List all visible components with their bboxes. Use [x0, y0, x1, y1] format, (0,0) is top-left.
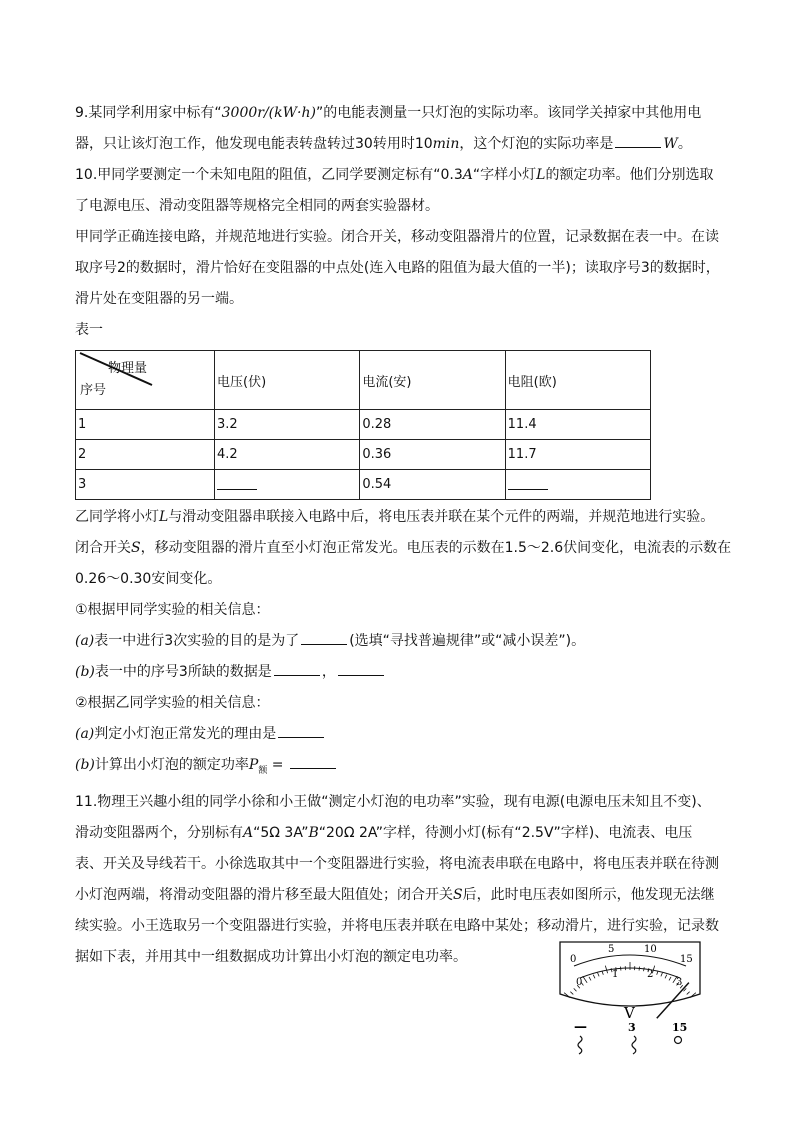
- q10-line1: 10.甲同学要测定一个未知电阻的阻值，乙同学要测定标有“0.3A“字样小灯L的额定功率。他们分别选取: [75, 167, 714, 183]
- table-row: 1 3.2 0.28 11.4: [76, 410, 651, 440]
- terminal-label: 15: [672, 1021, 688, 1034]
- energy-meter-spec: 3000r/(kW·h): [221, 105, 316, 121]
- q9-line2: 器，只让该灯泡工作，他发现电能表转盘转过30转用时10min，这个灯泡的实际功率是 W。: [75, 129, 720, 160]
- scale-tick: [589, 977, 591, 980]
- bottom-scale-label: 3: [676, 977, 683, 988]
- terminal-post-icon: [675, 1037, 682, 1044]
- scale-tick: [661, 973, 663, 977]
- header-current: 电流(安): [360, 351, 505, 410]
- q9-line1: 9.某同学利用家中标有“3000r/(kW·h)”的电能表测量一只灯泡的实际功率。该同学关掉家中其他用电: [75, 105, 702, 121]
- voltmeter-figure: [556, 938, 704, 1056]
- scale-tick: [669, 977, 671, 980]
- q10-s2: ②根据乙同学实验的相关信息：: [75, 695, 270, 711]
- voltmeter-symbol: V: [624, 1004, 635, 1022]
- scale-tick: [657, 971, 658, 975]
- header-voltage: 电压(伏): [215, 351, 360, 410]
- scale-tick: [605, 966, 607, 974]
- q11-line3: 表、开关及导线若干。小徐选取其中一个变阻器进行实验，将电流表串联在电路中，将电压表并联在待测: [75, 855, 719, 872]
- bottom-scale-label: 0: [576, 977, 583, 988]
- scale-tick: [593, 975, 595, 979]
- q10-para1: 甲同学正确连接电路，并规范地进行实验。闭合开关，移动变阻器滑片的位置，记录数据在表一中。在读取序号2的数据时，滑片恰好在变阻器的中点处(连入电路的阻值为最大值的一半)；读取序号3的数据时，滑片处在变阻器的另一端。: [75, 229, 720, 307]
- q10-p4: 0.26～0.30安间变化。: [75, 571, 222, 587]
- worksheet: [75, 98, 732, 973]
- voltmeter-face: [560, 942, 700, 1006]
- scale-tick: [665, 975, 667, 979]
- answer-blank[interactable]: [615, 132, 661, 148]
- answer-blank[interactable]: [290, 753, 336, 769]
- diagonal-header-cell: 物理量 序号: [76, 351, 215, 410]
- q11-line2: 滑动变阻器两个，分别标有A“5Ω 3A”B“20Ω 2A”字样，待测小灯(标有“2.5V”字样)、电流表、电压: [75, 824, 693, 841]
- q10-s1: ①根据甲同学实验的相关信息：: [75, 602, 270, 618]
- q10-s2a: (a)判定小灯泡正常发光的理由是: [75, 719, 720, 750]
- table-title: 表一: [75, 322, 103, 338]
- answer-blank[interactable]: [301, 629, 347, 645]
- q11-line1: 11.物理王兴趣小组的同学小徐和小王做“测定小灯泡的电功率”实验，现有电源(电源电压未知且不变)、: [75, 793, 711, 810]
- answer-blank[interactable]: [274, 660, 320, 676]
- q10-s2b: (b)计算出小灯泡的额定功率$P_额$ =: [75, 750, 720, 787]
- top-scale-label: 5: [608, 944, 615, 955]
- voltmeter-needle: [657, 983, 689, 1019]
- scale-tick: [583, 976, 587, 983]
- bottom-scale-label: 1: [612, 969, 619, 980]
- scale-tick: [574, 988, 577, 991]
- answer-blank[interactable]: [508, 475, 548, 490]
- scale-tick: [570, 992, 573, 995]
- terminal-label: —: [574, 1020, 587, 1035]
- q10-p3: 闭合开关S，移动变阻器的滑片直至小灯泡正常发光。电压表的示数在1.5～2.6伏间变化，电流表的示数在: [75, 540, 732, 556]
- top-scale-label: 15: [680, 954, 693, 965]
- top-scale-label: 0: [570, 954, 577, 965]
- q11-line4: 小灯泡两端，将滑动变阻器的滑片移至最大阻值处；闭合开关S后，此时电压表如图所示，他发现无法继: [75, 886, 715, 903]
- terminal-coil-icon: [578, 1036, 582, 1054]
- table-row: 3 0.54: [76, 470, 651, 500]
- table-row: 2 4.2 0.36 11.7: [76, 440, 651, 470]
- scale-tick: [644, 967, 645, 971]
- top-scale-label: 10: [644, 944, 657, 955]
- terminal-coil-icon: [632, 1036, 636, 1054]
- header-resistance: 电阻(欧): [505, 351, 650, 410]
- q11-line5: 续实验。小王选取另一个变阻器进行实验，并将电压表并联在电路中某处；移动滑片，进行实验，记录数: [75, 917, 719, 934]
- answer-blank[interactable]: [338, 660, 384, 676]
- table-header-row: [76, 351, 651, 410]
- answer-blank[interactable]: [217, 475, 257, 490]
- q10-line2: 了电源电压、滑动变阻器等规格完全相同的两套实验器材。: [75, 198, 439, 214]
- q10-p2: 乙同学将小灯L与滑动变阻器串联接入电路中后，将电压表并联在某个元件的两端，并规范地进行实验。: [75, 509, 715, 525]
- answer-blank[interactable]: [278, 722, 324, 738]
- data-table: [75, 350, 651, 500]
- scale-tick: [687, 992, 690, 995]
- q10-s1b: (b)表一中的序号3所缺的数据是 ，: [75, 657, 720, 688]
- bottom-scale-label: 2: [647, 969, 654, 980]
- scale-tick: [598, 973, 600, 977]
- q10-s1a: (a)表一中进行3次实验的目的是为了 (选填“寻找普遍规律”或“减小误差”)。: [75, 626, 720, 657]
- q11-line6: 据如下表，并用其中一组数据成功计算出小灯泡的额定电功率。: [75, 948, 467, 965]
- scale-tick: [602, 971, 603, 975]
- terminal-label: 3: [628, 1021, 636, 1034]
